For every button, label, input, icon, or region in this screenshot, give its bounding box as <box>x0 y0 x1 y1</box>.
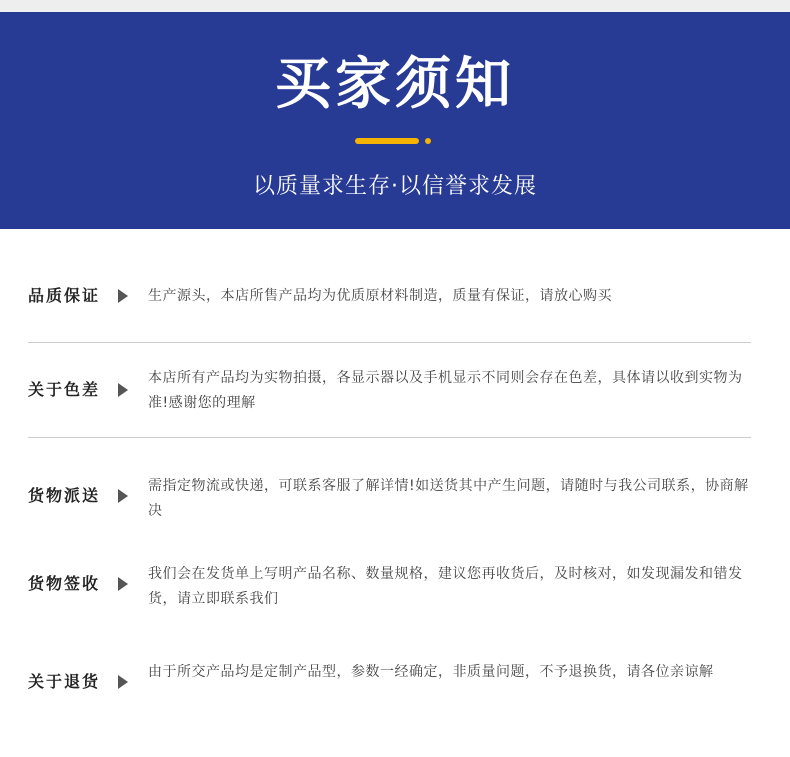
notice-text: 生产源头，本店所售产品均为优质原材料制造，质量有保证，请放心购买 <box>148 288 612 304</box>
triangle-right-icon <box>118 675 128 689</box>
accent-dot <box>425 138 431 144</box>
divider <box>28 437 751 438</box>
notice-text: 我们会在发货单上写明产品名称、数量规格，建议您再收货后，及时核对，如发现漏发和错发货，请立即联系我们 <box>148 566 743 607</box>
notice-label: 品质保证 <box>28 286 101 305</box>
header-banner <box>0 12 790 229</box>
triangle-right-icon <box>118 289 128 303</box>
notice-label: 货物签收 <box>28 574 101 593</box>
notice-text: 需指定物流或快递，可联系客服了解详情!如送货其中产生问题，请随时与我公司联系，协商解决 <box>148 478 749 519</box>
triangle-right-icon <box>118 577 128 591</box>
notice-label: 关于色差 <box>28 380 101 399</box>
triangle-right-icon <box>118 489 128 503</box>
notice-text: 由于所交产品均是定制产品型，参数一经确定，非质量问题，不予退换货，请各位亲谅解 <box>148 664 714 680</box>
triangle-right-icon <box>118 383 128 397</box>
notice-label: 货物派送 <box>28 486 101 505</box>
accent-bar <box>355 138 419 144</box>
divider <box>28 342 751 343</box>
page-subtitle: 以质量求生存·以信誉求发展 <box>253 174 537 199</box>
page-title: 买家须知 <box>275 52 515 117</box>
top-strip <box>0 0 790 12</box>
notice-text: 本店所有产品均为实物拍摄，各显示器以及手机显示不同则会存在色差，具体请以收到实物为准!感谢您的理解 <box>148 370 743 411</box>
notice-label: 关于退货 <box>28 672 101 691</box>
